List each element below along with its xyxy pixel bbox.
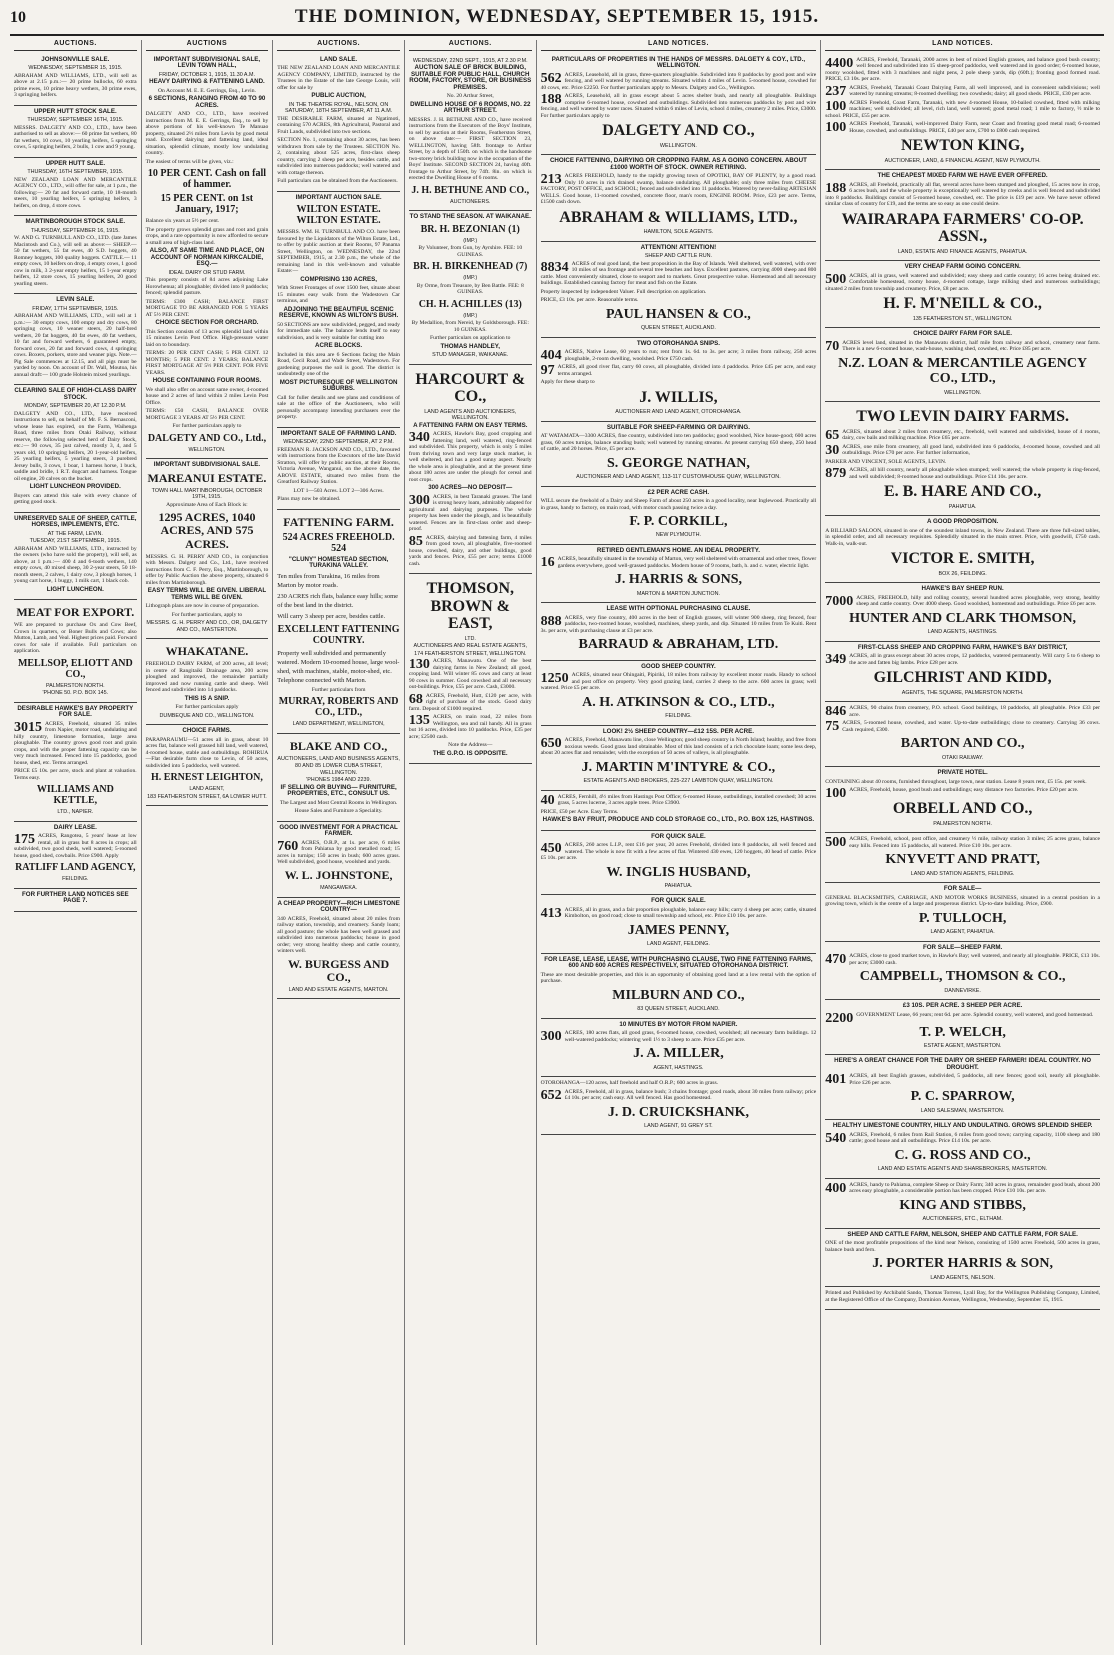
ad-meat-export: MEAT FOR EXPORT. WE are prepared to purchase Ox and Cow Beef, Crown in quarters, or Boner Bulls and Cows; also Mutton, Lamb, and Veal. Highest prices paid. Forward cows for sale if available. Full particulars on application. MELLSOP, ELIOTT AND CO., PALMERSTON NORTH. 'PHONE 50. P.O. BOX 145. <box>14 600 137 703</box>
ad-quick-sale-2: FOR QUICK SALE. 413 ACRES, all in grass, and a fair proportion ploughable, balance easy hills; carry 4 sheep per acre; cattle, situated Kimbolton, on good road; close to small township and school, etc. Price £10 10s. per acre. JAMES PENNY, LAND AGENT, FEILDING. <box>541 895 817 953</box>
ad-dairy-lease: DAIRY LEASE. 175 ACRES, Rangotea, 5 years' lease at low rental, all in grass but 8 acres in crops; all subdivided, two good sheds, well watered; 5-roomed house, good shed, cowbails. Price £900. Apply RATLIFF LAND AGENCY, FEILDING. <box>14 822 137 889</box>
ad-quick-sale-1: FOR QUICK SALE. 450 ACRES, 260 acres L.I.P., rent £16 per year, 20 acres Freehold, divided into 8 paddocks, all well fenced and watered. The whole is now fit with a few acres of flat. Wintered 430 ewes, 120 hoggets, 40 head of cattle. Price £5 10s. per acre. W. INGLIS HUSBAND, PAHIATUA. <box>541 831 817 896</box>
ad-lease-optional: LEASE WITH OPTIONAL PURCHASING CLAUSE. 888 ACRES, very fine country, 400 acres in the best of English grasses, will winter 900 sheep, ring fenced, four paddocks, two-roomed house, woolshed, machines, sheep yards, and dip. Situated 10 miles from Te Kuiti. Rent 3s. per acre, with purchasing clause at £3 per acre. BARRAUD & ABRAHAM, LTD. <box>541 603 817 660</box>
column-2 <box>142 40 274 1645</box>
ad-king-stibbs: 400 ACRES, handy to Pahiatua, complete Sheep or Dairy Farm; 340 acres in grass, remainder good bush, about 200 acres easy ploughable, a considerable portion has been cropped. Price £10 10s. per acre. KING AND STIBBS, AUCTIONEERS, ETC., ELTHAM. <box>825 1179 1100 1229</box>
ad-farming-land: IMPORTANT SALE OF FARMING LAND. WEDNESDAY, 22ND SEPTEMBER, AT 2 P.M. FREEMAN R. JACKSON AND CO., LTD., favoured with instructions from the Executors of the late David Stratton, will offer by public auction, at their Rooms, Victoria Avenue, Wanganui, on the above date, the ABOVE ESTATE, situated two miles from the Greatford Railway Station. LOT 1—503 Acres. LOT 2—306 Acres. Plans may now be obtained. <box>277 428 400 510</box>
ad-dalgety-particulars: PARTICULARS OF PROPERTIES IN THE HANDS OF MESSRS. DALGETY & COY., LTD., WELLINGTON. 562 ACRES, Leasehold, all in grass, three-quarters ploughable. Subdivided into 8 paddocks by good post and wire fencing, and well watered by running streams. Situated within 4 miles of Levin. 5-roomed house, cowshed for 40 cows, etc. Price £2250. For further particulars apply to Messrs. Dalgety and Co., Wellington. 188 ACRES, Leasehold, all in grass except about 5 acres shelter bush, and nearly all ploughable. Buildings comprise 6-roomed house, cowshed and outbuildings. Subdivided into numerous paddocks by post and wire fencing, and well watered by water races. Situated within 6 miles of Levin, school 4 miles, creamery 2 miles. Price, £3000. For further particulars apply to DALGETY AND CO., WELLINGTON. <box>541 54 817 156</box>
ad-sheep-or-dairying: SUITABLE FOR SHEEP-FARMING OR DAIRYING. AT WATAMATA—3300 ACRES, fine country, subdivided into ten paddocks; good woolshed, Nice house-good; 600 acres grass, 60 acres turnips, balance standing bush; well watered by running streams. At present carrying 650 sheep, 250 head of cattle, and 20 horses. Price, £5 per acre. S. GEORGE NATHAN, AUCTIONEER AND LAND AGENT, 113-117 CUSTOMHOUSE QUAY, WELLINGTON. <box>541 422 817 487</box>
ad-opotiki-farm: CHOICE FATTENING, DAIRYING OR CROPPING FARM. AS A GOING CONCERN. ABOUT £1000 WORTH OF STOCK. OWNER RETIRING. 213 ACRES FREEHOLD, handy to the rapidly growing town of OPOTIKI, BAY OF PLENTY, by a good road. Only 10 acres in rich drained swamp, balance undulating. All ploughable; only three miles from CHEESE FACTORY, POST OFFICE, and SCHOOL; fenced and subdivided into 11 paddocks. Watered by never-failing ARTESIAN WELLS. Good house, 11-roomed cowshed, concrete floor, man's room, ENGINE ROOM. Price, £23 per acre. Terms, £1500 cash down. ABRAHAM & WILLIAMS, LTD., HAMILTON, SOLE AGENTS. <box>541 155 817 242</box>
column-1 <box>10 40 142 1645</box>
ad-unreserved-sale: UNRESERVED SALE OF SHEEP, CATTLE, HORSES, IMPLEMENTS, ETC. AT THE FARM, LEVIN. TUESDAY, 21ST SEPTEMBER, 1915. ABRAHAM AND WILLIAMS, LTD., instructed by the owners (who have sold the property), will sell, as above, at 1 p.m.:— 400 4 and 6-tooth wethers, 140 empty cows, 40 mixed sheep, 30 2-year steers, 50 18-month steers, 2 calves, 1 dairy cow, 3 plough horses, 1 young cart horse, 1 buggy, 1 milk cart, 1 black cob. LIGHT LUNCHEON. <box>14 513 137 601</box>
ad-otorohanga-freehold: OTOROHANGA—120 acres, half freehold and half O.R.P.; 600 acres in grass. 652 ACRES, Freehold, all in grass, balance bush; 3 chains frontage; good roads, about 30 miles from railway; price £4 10s. per acre; cash easy. All well fenced. Has good homestead. J. D. CRUICKSHANK, LAND AGENT, 91 GREY ST. <box>541 1077 817 1135</box>
ad-cheap-going-concern: VERY CHEAP FARM GOING CONCERN. 500 ACRES, all in grass, well watered and subdivided; easy sheep and cattle country; 16 acres being drained etc. Comfortable homestead, roomy house, 4-roomed cottage, large milking shed and numerous outbuildings; situated 2 miles from township and creamery. Price, £8 per acre. H. F. M'NEILL & CO., 135 FEATHERSTON ST., WELLINGTON. <box>825 261 1100 328</box>
ad-harcourt: HARCOURT & CO., LAND AGENTS AND AUCTIONEERS, WELLINGTON. A FATTENING FARM ON EASY TERMS. 340 ACRES, Hawke's Bay, good cropping and fattening land, well watered, ring-fenced and subdivided. This property, which is only 5 miles from thriving town and very large stock market, is well sheltered, and has a good sunny aspect. Nearly the whole area is ploughable, and at the present time about 180 acres are under the plough for cereal and root crops. 300 ACRES—NO DEPOSIT— 300 ACRES, in best Taranaki grasses. The land is strong heavy loam, admirably adapted for agricultural and dairying purposes. The whole property has been under the plough, and is beautifully watered. Fences are in first-class order and sheep-proof. 85 ACRES, dairying and fattening farm, 4 miles from good town, all ploughable, five-roomed house, cowshed, dairy, and other buildings, good yards and fences. Price, £55 per acre; terms £1000 cash. <box>409 365 532 575</box>
ad-blake-and-co: BLAKE AND CO., AUCTIONEERS, LAND AND BUSINESS AGENTS, 80 AND 85 LOWER CUBA STREET, WELLINGTON. 'PHONES 1984 AND 2239. IF SELLING OR BUYING— FURNITURE, PROPERTIES, ETC., CONSULT US. The Largest and Most Central Rooms in Wellington. House Sales and Furniture a Speciality. <box>277 734 400 822</box>
ad-cropping-farm: FIRST-CLASS SHEEP AND CROPPING FARM, HAWKE'S BAY DISTRICT, 349 ACRES, all in grass except about 30 acres crops, 12 paddocks, watered permanently. Will carry 5 to 6 sheep to the acre and fatten big lambs. Price £28 per acre. GILCHRIST AND KIDD, AGENTS, THE SQUARE, PALMERSTON NORTH. <box>825 642 1100 703</box>
ad-wilton-estate: IMPORTANT AUCTION SALE. WILTON ESTATE. WILTON ESTATE. MESSRS. WM. H. TURNBULL AND CO. have been favoured by the Liquidators of the Wilton Estate, Ltd., to offer by public auction at their Rooms, 97 Panama Street, Wellington, on WEDNESDAY, the 22nd SEPTEMBER, 1915, at 2.30 p.m., the whole of the remaining land in this well-known and valuable Estate:— COMPRISING 130 ACRES, With Street Frontages of over 1500 feet, situate about 15 minutes easy walk from the Wadestown Car terminus, and ADJOINING THE BEAUTIFUL SCENIC RESERVE, KNOWN AS WILTON'S BUSH. 50 SECTIONS are now subdivided, pegged, and ready for immediate sale. The balance lends itself to easy subdivision, and is very suitable for cutting into ACRE BLOCKS. Included in this area are 6 Sections facing the Main Road, Cecil Road, and Wade Street, Wadestown. For gardening purposes the soil is good. The district is undoubtedly one of the MOST PICTURESQUE OF WELLINGTON SUBURBS. Call for fuller details and see plans and conditions of sale at the office of the Auctioneers, who will personally accompany intending purchasers over the property. <box>277 192 400 428</box>
ad-johnsonville: JOHNSONVILLE SALE. WEDNESDAY, SEPTEMBER 15, 1915. ABRAHAM AND WILLIAMS, LTD., will sell as above at 2.15 p.m.:— 20 prime bullocks, 60 extra prime ewes, 10 prime heavy wethers, 30 prime ewes, 3 springing heifers. <box>14 54 137 106</box>
ad-lease-fattening: FOR LEASE, LEASE, LEASE, WITH PURCHASING CLAUSE, TWO FINE FATTENING FARMS, 600 AND 600 ACRES RESPECTIVELY, SITUATED OTOROHANGA DISTRICT. These are most desirable properties, and this is an opportunity of obtaining good land at a low rental with the option of purchase. MILBURN AND CO., 83 QUEEN STREET, AUCKLAND. <box>541 954 817 1019</box>
printer-imprint: Printed and Published by Archibald Sando, Thomas Torrens, Lyall Bay, for the Wellington Publishing Company, Limited, at the Registered Office of the Company, Dominion Avenue, Wellington, Wednesday, September 15, 1915. <box>825 1287 1100 1310</box>
ad-sheep-farm-sale: FOR SALE—SHEEP FARM. 470 ACRES, close to good market town, in Hawke's Bay; well watered, and nearly all ploughable. PRICE, £13 10s. per acre; £3000 cash. CAMPBELL, THOMSON & CO., DANNEVIRKE. <box>825 942 1100 1000</box>
ad-two-levin-dairy: TWO LEVIN DAIRY FARMS. 65 ACRES, situated about 2 miles from creamery, etc., freehold, well watered and subdivided, house of 4 rooms, dairy, cow bails and milking machine. Price £65 per acre. 30 ACRES, one mile from creamery, all good land, subdivided into 6 paddocks, 4-roomed house, cowshed and all outbuildings. Price £70 per acre. For further information, PARKER AND VINCENT, SOLE AGENTS, LEVIN. 879 ACRES, all hill country, nearly all ploughable when stumped; well watered; the whole property is ring-fenced, and well subdivided; 8-roomed house and outbuildings. Price £14 10s. per acre. E. B. HARE AND CO., PAHIATUA. <box>825 402 1100 516</box>
column-3 <box>273 40 405 1645</box>
ad-upper-hutt: UPPER HUTT STOCK SALE. THURSDAY, SEPTEMBER 16TH, 1915. MESSRS. DALGETY AND CO., LTD., have been authorised to sell as above:— 60 prime fat wethers, 80 fat wethers, 10 cows, 10 yearling heifers, 5 springing cows, 5 springing heifers, 2 bulls, 1 cow and 9 young. <box>14 106 137 158</box>
ad-hawkes-bay-property: DESIRABLE HAWKE'S BAY PROPERTY FOR SALE. 3015 ACRES, Freehold, situated 35 miles from Napier, motor road, undulating and hilly country, limestone formation, large area ploughable. The country grows good root and grain crops, and with the proper fattening capacity can be very much increased. Fenced into 15 paddocks, good house, shed, etc. Terms arranged. PRICE £5 10s. per acre, stock and plant at valuation. Terms easy. WILLIAMS AND KETTLE, LTD., NAPIER. <box>14 703 137 822</box>
ad-knyvett-pratt: 500 ACRES, Freehold, school, post office, and creamery ½ mile, railway station 3 miles; 25 acres grass, balance easy hills. Fenced into 15 paddocks, all watered. Price £10 10s. per acre. KNYVETT AND PRATT, LAND AND STATION AGENTS, FEILDING. <box>825 833 1100 883</box>
ad-land-sale-nelson: LAND SALE. THE NEW ZEALAND LOAN AND MERCANTILE AGENCY COMPANY, LIMITED, instructed by the Trustees in the Estate of the late George Louis, will offer for sale by PUBLIC AUCTION, IN THE THEATRE ROYAL, NELSON, ON SATURDAY, 18TH SEPTEMBER, AT 11 A.M. THE DESIRABLE FARM, situated at Ngatimoti, containing 570 ACRES, 8th Agricultural, Pastoral and Fruit Lands, subdivided into two sections. SECTION No. 1, containing about 30 acres, has been withdrawn from sale by the Trustees. SECTION No. 2, containing about 525 acres, first-class sheep country, carrying 2 sheep per acre, besides cattle, and subdivided into numerous paddocks; well watered and with cottage thereon. Full particulars can be obtained from the Auctioneers. <box>277 54 400 192</box>
column-head: LAND NOTICES. <box>825 40 1100 51</box>
ad-choice-dairy: CHOICE DAIRY FARM FOR SALE. 70 ACRES level land, situated in the Manawatu district, half mile from railway and school, creamery near farm. There is a new 6-roomed house, wash-house, washing shed, cowshed, etc. Price £85 per acre. N.Z. LOAN & MERCANTILE AGENCY CO., LTD., WELLINGTON. <box>825 328 1100 402</box>
ad-retired-home: RETIRED GENTLEMAN'S HOME. AN IDEAL PROPERTY. 16 ACRES, beautifully situated in the township of Marton, very well sheltered with ornamental and other trees, flower gardens everywhere, good well-grassed paddocks. Modern house of 9 rooms, bath, h. and c. water, electric light. J. HARRIS & SONS, MARTON & MARTON JUNCTION. <box>541 545 817 603</box>
ad-hawkes-bay-fruit: 40 ACRES, Fernhill, 4½ miles from Hastings Post Office; 6-roomed House, outbuildings, installed cowshed; 30 acres grass, 5 acres lucerne, 3 acres apple trees. Price £3900. PRICE, £50 per Acre. Easy Terms. HAWKE'S BAY FRUIT, PRODUCE AND COLD STORAGE CO., LTD., P.O. BOX 125, HASTINGS. <box>541 791 817 831</box>
ad-clearing-sale: CLEARING SALE OF HIGH-CLASS DAIRY STOCK. MONDAY, SEPTEMBER 20, AT 12.30 P.M. DALGETY AND CO., LTD., have received instructions to sell, on behalf of Mr. F. S. Bernasconi, whose lease has expired, on the Farm, Waihenga Road, three miles from Otaki Railway, without reserve, the following selected herd of Dairy Stock, etc.:— 90 cows, 35 just calved, mostly 3, 4, and 5 years old, 10 springing heifers, 20 1-year-old heifers, 25 yearling heifers, 5 yearling steers, 3 purebred Jersey bulls, 3 cows, 1 boar, 1 harness horse, 1 buck, saddle and bridle, 1 R.T. dogcart and harness. Tongue oil engine, 20 calves on the bucket. LIGHT LUNCHEON PROVIDED. Buyers can attend this sale with every chance of getting good stock. <box>14 385 137 513</box>
ad-government-lease: £3 10S. PER ACRE. 3 SHEEP PER ACRE. 2200 GOVERNMENT Lease, 66 years; rent 6d. per acre. Splendid country, well watered, and good homestead. T. P. WELCH, ESTATE AGENT, MASTERTON. <box>825 1000 1100 1055</box>
ad-thomson-brown-east: THOMSON, BROWN & EAST, LTD. AUCTIONEERS AND REAL ESTATE AGENTS, 174 FEATHERSTON STREET, WELLINGTON. 130 ACRES, Manawatu. One of the best dairying farms in New Zealand; all good, cropping land. Will winter 85 cows and carry at least 90 cows in summer. Good cowshed and all necessary out-buildings. Price, £55 per acre. Cash, £3000. 68 ACRES, Freehold, Hutt, £120 per acre, with right of purchase of the stock. Good dairy farm. Deposit of £1000 required. 135 ACRES, on main road, 22 miles from Wellington, sea and rail handy. All in grass but 16 acres, divided into 10 paddocks. Price, £35 per acre; £2500 cash. Note the Address— THE G.P.O. IS OPPOSITE. <box>409 574 532 764</box>
ad-whakatane: WHAKATANE. FREEHOLD DAIRY FARM, of 200 acres, all level; in centre of Rangitaiki Drainage area, 200 acres ploughed and improved, the remainder partially improved and now running cattle and sheep. Well fenced and subdivided into 14 paddocks. THIS IS A SNIP. For further particulars apply DUMBEQUE AND CO., WELLINGTON. <box>146 639 269 725</box>
ad-levin-subdivisional: IMPORTANT SUBDIVISIONAL SALE, LEVIN TOWN HALL, FRIDAY, OCTOBER 1, 1915, 11.30 A.M. HEAVY DAIRYING & FATTENING LAND. On Account M. E. E. Gerrings, Esq., Levin. 6 SECTIONS, RANGING FROM 40 TO 90 ACRES. DALGETY AND CO., LTD., have received instructions from M. E. E. Gerrings, Esq., to sell by above portions of his well-known Te Manuao property, situated 2½ miles from Levin by good metal road. Excellent dairying and fattening land, ideal situation, splendid climate, mostly low undulating country. The easiest of terms will be given, viz.: 10 PER CENT. Cash on fall of hammer. 15 PER CENT. on 1st January, 1917; Balance six years at 5½ per cent. The property grows splendid grass and root and grain crops, and a rare opportunity is now afforded to secure a small area of high-class land. ALSO, AT SAME TIME AND PLACE, ON ACCOUNT OF NORMAN KIRKCALDIE, ESQ.— IDEAL DAIRY OR STUD FARM. This property consists of 84 acres adjoining Lake Horowhenua; all ploughable; divided into 8 paddocks; fenced; splendid pasture. TERMS: £300 CASH; BALANCE FIRST MORTGAGE TO BE ARRANGED FOR 5 YEARS AT 5½ PER CENT. CHOICE SECTION FOR ORCHARD. This Section consists of 13 acres splendid land within 15 minutes Levin Post Office. High-pressure water laid on to boundary. TERMS: 20 PER CENT CASH; 5 PER CENT. 12 MONTHS; 5 PER CENT. 2 YEARS; BALANCE FIRST MORTGAGE AT 5½ PER CENT. FOR FIVE YEARS. HOUSE CONTAINING FOUR ROOMS. We shall also offer on account same owner, 4-roomed house and 2 acres of land within 2 miles Levin Post Office. TERMS: £50 CASH, BALANCE OVER MORTGAGE 3 YEARS AT 5½ PER CENT. For further particulars apply to DALGETY AND CO., Ltd., WELLINGTON. <box>146 54 269 460</box>
ad-upper-hutt-2: UPPER HUTT SALE. THURSDAY, 16TH SEPTEMBER, 1915. NEW ZEALAND LOAN AND MERCANTILE AGENCY CO., LTD., will offer for sale, at 1 p.m., the following:— 20 fat and forward cattle, 10 18-month steers, 10 yearling heifers, 5 springing heifers, 3 heifers, on drop, 4 store cows. <box>14 158 137 217</box>
ad-fattening-farm: FATTENING FARM. 524 ACRES FREEHOLD. 524 "CLUNY" HOMESTEAD SECTION, TURAKINA VALLEY. Ten miles from Turakina, 16 miles from Marton by motor roads. 230 ACRES rich flats, balance easy hills; some of the best land in the district. Will carry 3 sheep per acre, besides cattle. EXCELLENT FATTENING COUNTRY. Property well subdivided and permanently watered. Modern 10-roomed house, large wool-shed, with machines, stable, motor-shed, etc. Telephone connected with Marton. Further particulars from MURRAY, ROBERTS AND CO., LTD., LAND DEPARTMENT, WELLINGTON, <box>277 510 400 734</box>
ad-mixed-farm: THE CHEAPEST MIXED FARM WE HAVE EVER OFFERED. 188 ACRES, all Freehold, practically all flat, several acres have been stumped and ploughed, 15 acres now in crop, 6 acres bush, and the whole property is exceptionally well watered by creeks and is well fenced and subdivided into 8 paddocks. Buildings consist of 5-roomed house, cowshed, etc. The price is £19 per acre. We have never offered similar class of country for £19, and the terms are so easy as one could desire. WAIRARAPA FARMERS' CO-OP. ASSN., LAND, ESTATE AND FINANCE AGENTS, PAHIATUA. <box>825 170 1100 261</box>
ad-good-investment: GOOD INVESTMENT FOR A PRACTICAL FARMER. 760 ACRES, O.R.P., at 1s. per acre, 6 miles from Pahiatua by good metalled road; 15 acres in turnips; 150 acres in bush; 600 acres grass. Well subdivided, good house, woolshed and yards. W. L. JOHNSTONE, MANGAWEKA. <box>277 822 400 898</box>
footer-note: FOR FURTHER LAND NOTICES SEE PAGE 7. <box>14 889 137 912</box>
ad-choice-farms: CHOICE FARMS. PARAPARAUMU—51 acres all in grass, about 10 acres flat, balance well grassed hill land, well watered, 4-roomed house, stable and outbuildings. ROHIRUA—Flat desirable farm close to Levin, of 50 acres, subdivided into 5 paddocks, well watered. H. ERNEST LEIGHTON, LAND AGENT, 183 FEATHERSTON STREET, 6A LOWER HUTT. <box>146 725 269 806</box>
ad-billiard-saloon: A GOOD PROPOSITION. A BILLIARD SALOON, situated in one of the soundest inland towns, in New Zealand. There are three full-sized tables, in splendid order, and all necessary requisites. Splendidly situated in the main street. Price, with goodwill, £750 cash. Walk-in, walk-out. VICTOR E. SMITH, BOX 26, FEILDING. <box>825 516 1100 583</box>
masthead <box>10 6 1104 36</box>
ad-two-pounds-cash: £2 PER ACRE CASH. WILL secure the freehold of a Dairy and Sheep Farm of about 250 acres in a good locality, near Inglewood. Practically all in grass, handy to factory, on main road, with motor coach passing twice a day. F. P. CORKILL, NEW PLYMOUTH. <box>541 487 817 545</box>
ad-hawkes-bay-run: HAWKE'S BAY SHEEP RUN. 7000 ACRES, FREEHOLD, hilly and rolling country, several hundred acres ploughable, very strong, healthy sheep and cattle country. Over 4000 sheep. Good woolshed, homestead and outbuildings. Price £6 per acre. HUNTER AND CLARK THOMSON, LAND AGENTS, HASTINGS. <box>825 583 1100 641</box>
columns <box>10 40 1104 1645</box>
column-head: LAND NOTICES. <box>541 40 817 51</box>
ad-barton: 846 ACRES, 90 chains from creamery, P.O. school. Good buildings, 18 paddocks, all ploughable. Price £33 per acre. 75 ACRES, 5-roomed house, cowshed, and water. Up-to-date outbuildings; close to creamery. Carrying 36 cows. Cash required, £300. BARTON AND CO., OTAKI RAILWAY. <box>825 702 1100 767</box>
ad-great-chance: HERE'S A GREAT CHANCE FOR THE DAIRY OR SHEEP FARMER! IDEAL COUNTRY. NO DROUGHT. 401 ACRES, all best English grasses, subdivided, 5 paddocks, all new fences; good soil, nearly all ploughable. Price £26 per acre. P. C. SPARROW, LAND SALESMAN, MASTERTON. <box>825 1055 1100 1120</box>
ad-good-sheep-country: GOOD SHEEP COUNTRY. 1250 ACRES, situated near Ohingaiti, Pipiriki, 18 miles from railway by excellent motor roads. Handy to school and post office on property. Very good grazing land, carries 2 sheep to the acre. 600 acres in grass; well watered. Price £5 per acre. A. H. ATKINSON & CO., LTD., FEILDING. <box>541 661 817 726</box>
ad-levin: LEVIN SALE. FRIDAY, 17TH SEPTEMBER, 1915. ABRAHAM AND WILLIAMS, LTD., will sell at 1 p.m.:— 30 empty cows, 100 empty and dry cows, 80 springing cows, 10 weaner steers, 20 half-bred wethers, 20 fat hoggets, 40 fat ewes, 40 fat wethers, 10 fat and forward wethers, 6 guaranteed empty, forward cows, 20 fat and forward cows, 4 springing cows. Boxers, porkers, store and weaner pigs. Note.—Pig Sale commences at 12.15, and all pigs must be yarded by noon. On account of Dr. Wall, Moutoa, his annual draft:— 100 grade Holstein mixed yearlings. <box>14 294 137 385</box>
ad-blacksmith: FOR SALE— GENERAL BLACKSMITH'S, CARRIAGE, AND MOTOR WORKS BUSINESS, situated in a central position in a growing town, which is the centre of a large and prosperous district. Up-to-date building. Price, £900. P. TULLOCH, LAND AGENT, PAHIATUA. <box>825 883 1100 941</box>
ad-brick-building: WEDNESDAY, 22ND SEPT., 1915, AT 2.30 P.M. AUCTION SALE OF BRICK BUILDING, SUITABLE FOR PUBLIC HALL, CHURCH ROOM, FACTORY, STORE, OR BUSINESS PREMISES. No. 20 Arthur Street, DWELLING HOUSE OF 6 ROOMS, NO. 22 ARTHUR STREET. MESSRS. J. H. BETHUNE AND CO., have received instructions from the Executors of the Boys' Institute, to sell by auction at their Rooms, Featherston Street, on above date:— FIRST SECTION 23, WELLINGTON, having 58ft. frontage to Arthur Street, by a depth of 150ft. on which is the handsome two-storey brick building now in the occupation of the Boys' Institute. SECOND SECTION 24, having 40ft. frontage to Arthur Street, by 74ft. 8in. on which is erected the Dwelling House of 6 rooms. J. H. BETHUNE AND CO., AUCTIONEERS. <box>409 54 532 212</box>
ad-mareanui-estate: IMPORTANT SUBDIVISIONAL SALE. MAREANUI ESTATE. TOWN HALL MARTINBOROUGH, OCTOBER 19TH, 1915. Approximate Area of Each Block is: 1295 ACRES, 1040 ACRES, AND 575 ACRES. MESSRS. G. H. PERRY AND CO., in conjunction with Messrs. Dalgety and Co., Ltd., have received instructions from C. F. Perry, Esq., Martinborough, to offer by Public Auction the above property, situated 6 miles from Martinborough. EASY TERMS WILL BE GIVEN. LIBERAL TERMS WILL BE GIVEN. Lithograph plans are now in course of preparation. For further particulars, apply to MESSRS. G. H. PERRY AND CO., OR, DALGETY AND CO., MASTERTON. <box>146 459 269 639</box>
page-number: 10 <box>10 9 26 26</box>
ad-nelson-farm: SHEEP AND CATTLE FARM, NELSON, SHEEP AND CATTLE FARM, FOR SALE. ONE of the most profitable propositions of the kind near Nelson, consisting of 1500 acres Freehold, 500 acres in grass, balance bush and fern. J. PORTER HARRIS & SON, LAND AGENTS, NELSON. <box>825 1229 1100 1287</box>
column-5 <box>537 40 822 1645</box>
ad-newton-king: 4400 ACRES, Freehold, Taranaki, 2000 acres in best of mixed English grasses, and balance good bush country; well fenced and subdivided into 15 sheep-proof paddocks, well watered and in good order; 6-roomed house, roomy woolshed, fitted with 3 machines and night pens, 2 pole sheep yards, dip (60ft.); fronting good formed road. PRICE, £3 10s. per acre. 237 ACRES, Freehold, Taranaki Coast Dairying Farm, all well improved, and in convenient subdivisions; well watered by running streams; 8-roomed dwelling; two cowsheds; dairy; all good sheds. PRICE, £30 per acre. 100 ACRES Freehold, Coast Farm, Taranaki, with new 4-roomed House, 10-bailed cowshed, fitted with milking machines; well subdivided; all level, rich land, well watered; good metal road; 1 mile to factory, ½ mile to school. PRICE, £55 per acre. 100 ACRES Freehold, Taranaki, well-improved Dairy Farm, near Coast and fronting good metal road; 6-roomed House, cowshed, and outbuildings. PRICE, £40 per acre, £700 to £800 cash required. NEWTON KING, AUCTIONEER, LAND, & FINANCIAL AGENT, NEW PLYMOUTH. <box>825 54 1100 171</box>
column-4 <box>405 40 537 1645</box>
ad-look-sheep-country: LOOK! 2½ SHEEP COUNTRY—£12 15S. PER ACRE. 650 ACRES, Freehold, Manawatu line, close Wellington; good sheep country in North Island; healthy, and free from noxious weeds. Good grass land obtainable. Most of this land consists of a rich chocolate loam; some less deep, about 20 acres flat and remainder, with the exception of 50 acres of valleys, is all ploughable. J. MARTIN M'INTYRE & CO., ESTATE AGENTS AND BROKERS, 225-227 LAMBTON QUAY, WELLINGTON. <box>541 726 817 791</box>
column-head: AUCTIONS <box>146 40 269 51</box>
ad-martinborough: MARTINBOROUGH STOCK SALE. THURSDAY, SEPTEMBER 16, 1915. W. AND G. TURNBULL AND CO., LTD. (late James Macintosh and Co.), will sell as above:— SHEEP.— 50 fat wethers, 55 fat ewes, 40 S.D. hoggets, 40 Romney hoggets, 100 quality hoggets. CATTLE.— 11 empty cows, 10 heifers on drop, 4 empty cows, 1 good cow in milk, 3 2-year empty heifers, 15 1-year empty heifers, 12 store cows, 15 yearling heifers, 20 good yearling steers. <box>14 216 137 294</box>
ad-bay-of-islands: ATTENTION! ATTENTION! SHEEP AND CATTLE RUN. 8834 ACRES of real good land, the best proposition in the Bay of Islands. Well sheltered, well watered, with over 10 miles of sea frontage and several tree beaches and bays. Excellent pastures, carrying 4000 sheep and 800 cattle. Most conveniently situated, close to seaport and to markets. Great prospective value. Homestead and all necessary buildings. Established canning factory for meat and fish on the Estate. Property inspected by independent Valuer. Full description on application. PRICE, £3 10s. per acre. Reasonable terms. PAUL HANSEN & CO., QUEEN STREET, AUCKLAND. <box>541 242 817 338</box>
ad-napier-motor: 10 MINUTES BY MOTOR FROM NAPIER. 300 ACRES, 180 acres flats, all good grass, 6-roomed house, cowshed, woolshed; all necessary farm buildings. 12 well-watered paddocks; wintering well 1½ to 3 sheep to acre. Price £35 per acre. J. A. MILLER, AGENT, HASTINGS. <box>541 1019 817 1077</box>
column-6 <box>821 40 1104 1645</box>
column-head: AUCTIONS. <box>14 40 137 51</box>
ad-private-hotel: PRIVATE HOTEL. CONTAINING about 40 rooms, furnished throughout, large town, near station. Lease 8 years rent, £5 15s. per week. 100 ACRES, Freehold, house, good bush and outbuildings; easy distance two factories. Price £20 per acre. ORBELL AND CO., PALMERSTON NORTH. <box>825 767 1100 833</box>
column-head: AUCTIONS. <box>409 40 532 51</box>
newspaper-title: THE DOMINION, WEDNESDAY, SEPTEMBER 15, 1915. <box>294 6 820 27</box>
ad-cheap-property: A CHEAP PROPERTY—RICH LIMESTONE COUNTRY— 340 ACRES, Freehold, situated about 20 miles from railway station, township, and creamery. Sandy loam; all good pasture; the whole has been well grassed and subdivided into numerous paddocks; house in good order; very strong healthy sheep and cattle country, winters well. W. BURGESS AND CO., LAND AND ESTATE AGENTS, MARTON. <box>277 898 400 1000</box>
ad-limestone-country: HEALTHY LIMESTONE COUNTRY, HILLY AND UNDULATING. GROWS SPLENDID SHEEP. 540 ACRES, Freehold, 6 miles from Rail Station, 6 miles from good town; carrying capacity, 1100 sheep and 180 cattle; good house and all outbuildings. Price £14 10s. per acre. C. G. ROSS AND CO., LAND AND ESTATE AGENTS AND SHAREBROKERS, MASTERTON. <box>825 1120 1100 1178</box>
column-head: AUCTIONS. <box>277 40 400 51</box>
ad-otorohanga-snips: TWO OTOROHANGA SNIPS. 404 ACRES, Native Lease, 60 years to run; rent from 1s. 6d. to 3s. per acre; 3 miles from railway, 250 acres ploughable, 2-room dwelling, woolshed. Price £750 cash. 97 ACRES, all good river flat, carry 60 cows, all ploughable, divided into 4 paddocks. Price £45 per acre, and easy terms arranged. Apply for these sharp to J. WILLIS, AUCTIONEER AND LAND AGENT, OTOROHANGA. <box>541 338 817 422</box>
ad-stud-season: TO STAND THE SEASON. AT WAIKANAE. BR. H. BEZONIAN (1) (IMP.) By Volunteer, from Gun, by Ayrshire. FEE: 10 GUINEAS. BR. H. BIRKENHEAD (7) (IMP.) By Orme, from Treasure, by Ben Battle. FEE: 8 GUINEAS. CH. H. ACHILLES (13) (IMP.) By Medallion, from Nereid, by Goldsborough. FEE: 10 GUINEAS. Further particulars on application to THOMAS HANDLEY, STUD MANAGER, WAIKANAE. <box>409 211 532 365</box>
